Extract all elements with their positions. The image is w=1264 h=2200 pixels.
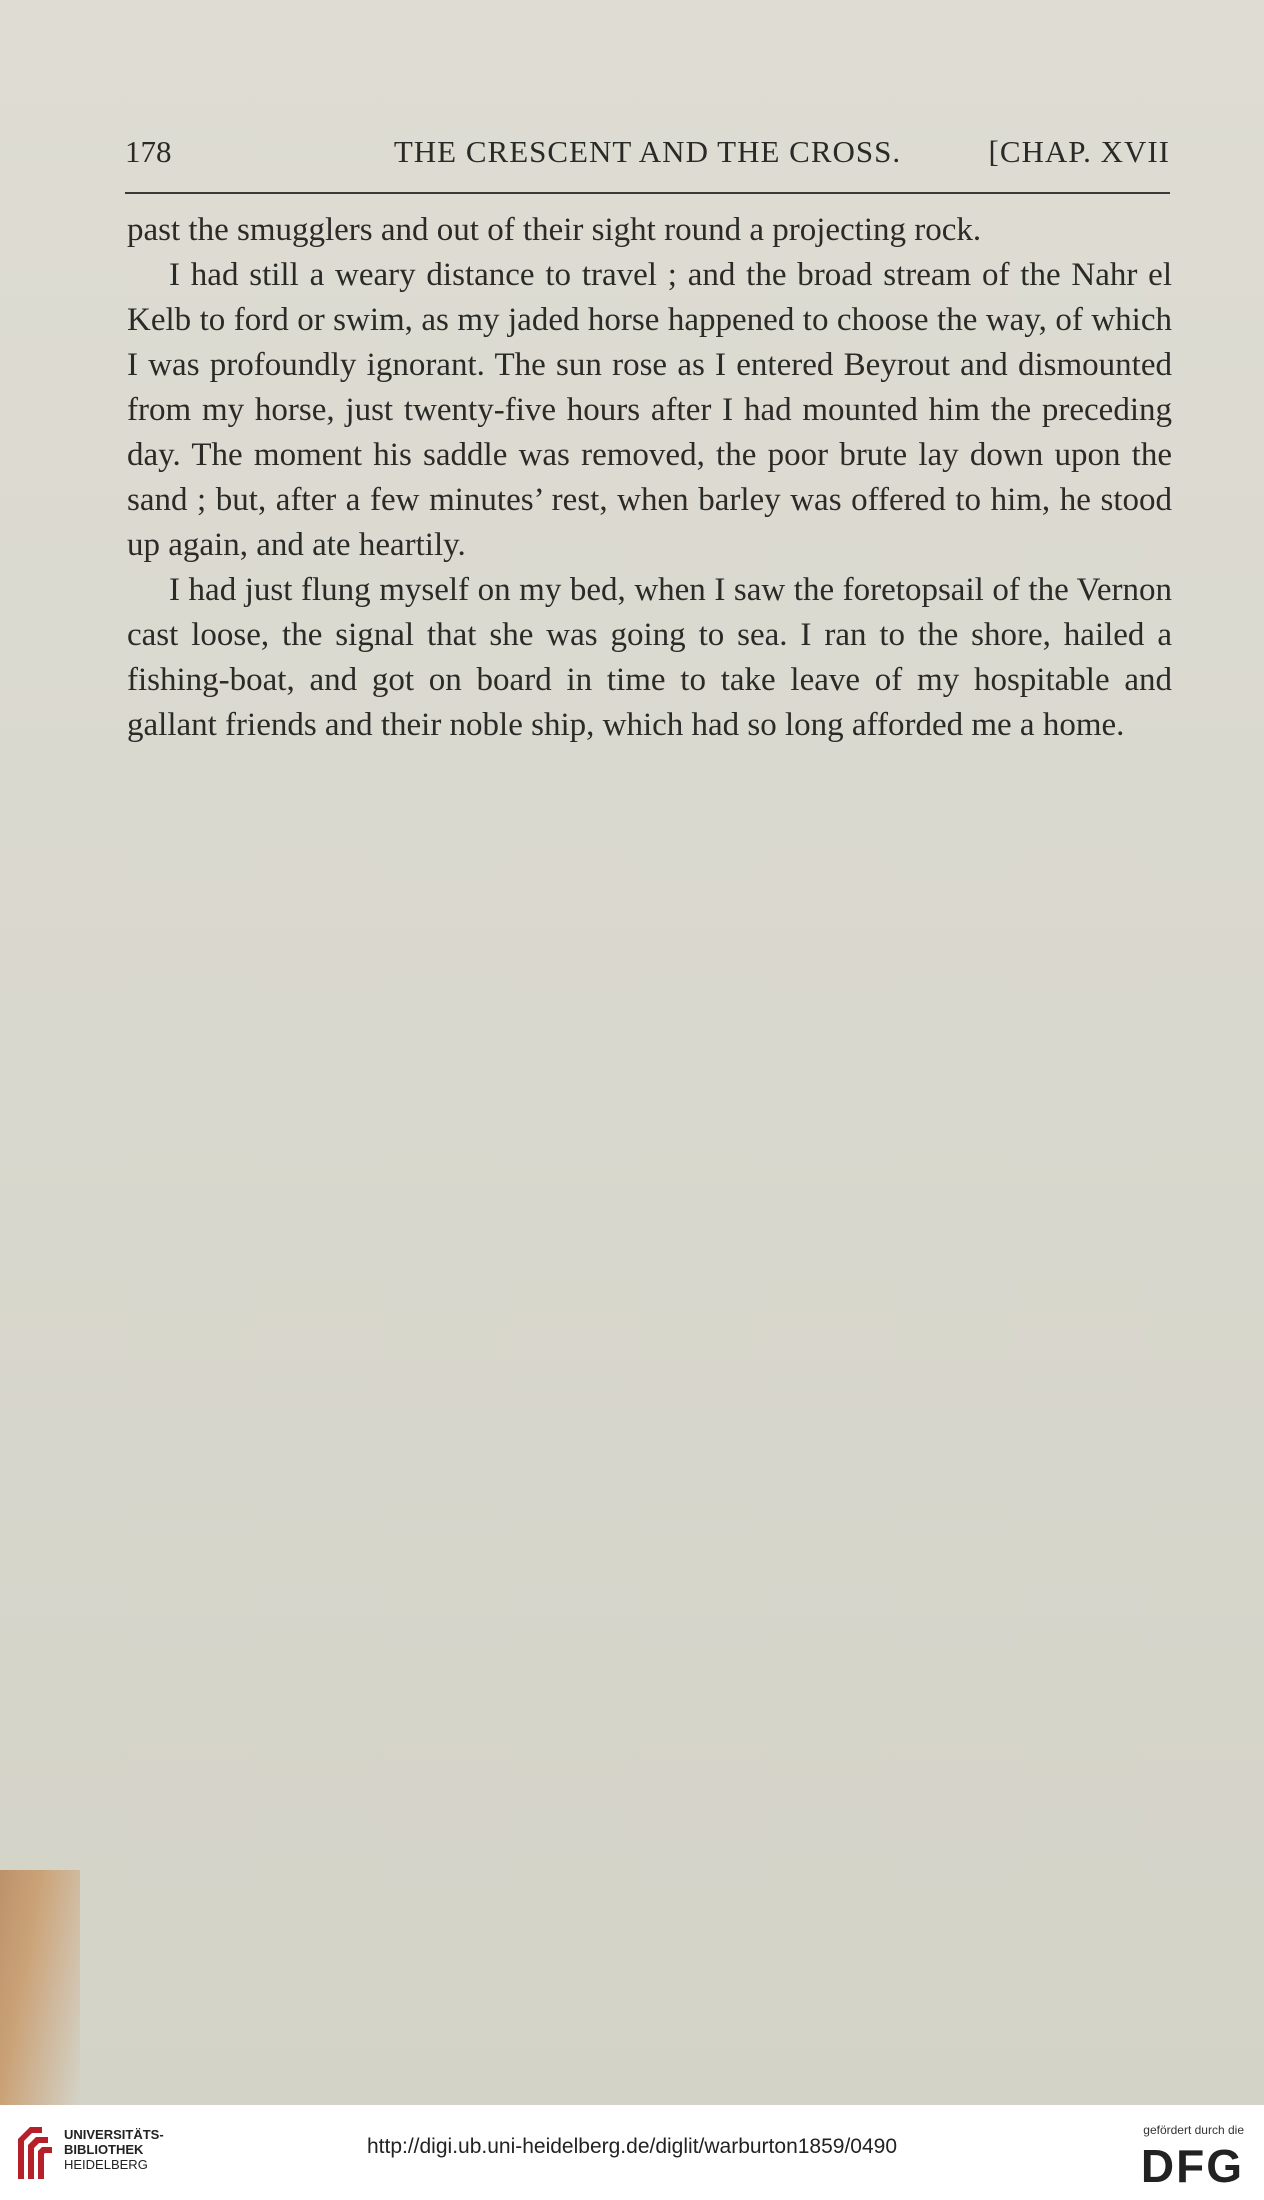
body-text	[127, 208, 1172, 748]
running-head	[125, 130, 1170, 176]
binding-edge	[0, 1870, 80, 2105]
paragraph: I had just flung myself on my bed, when I saw the foretopsail of the Vernon cast loose, the signal that she was going to sea. I ran to the shore, hailed a fishing-boat, and got on board in time to take leave of my hospitable and gallant friends and their noble ship, which had so long afforded me a home.	[127, 572, 1172, 743]
page-number: 178	[125, 134, 172, 169]
paragraph: I had still a weary distance to travel ; and the broad stream of the Nahr el Kelb to ford or swim, as my jaded horse happened to choose the way, of which I was profoundly ignorant. The sun rose as I entered Beyrout and dismounted from my horse, just twenty-five hours after I had mounted him the preceding day. The moment his saddle was removed, the poor brute lay down upon the sand ; but, after a few minutes’ rest, when barley was offered to him, he stood up again, and ate heartily.	[127, 257, 1172, 563]
dfg-logo: DFG	[1140, 2140, 1244, 2192]
library-name-line: BIBLIOTHEK	[64, 2142, 144, 2157]
library-name-line: UNIVERSITÄTS-	[64, 2127, 164, 2142]
funding-note: gefördert durch die	[1143, 2123, 1244, 2137]
paragraph: past the smugglers and out of their sight round a projecting rock.	[127, 212, 982, 248]
running-title: THE CRESCENT AND THE CROSS.	[393, 134, 902, 169]
permalink[interactable]: http://digi.ub.uni-heidelberg.de/diglit/warburton1859/0490	[366, 2135, 898, 2158]
library-name-line: HEIDELBERG	[64, 2157, 148, 2172]
footer-bar	[0, 2105, 1264, 2200]
chapter-marker: [CHAP. XVII	[988, 134, 1170, 169]
header-rule	[125, 192, 1170, 194]
